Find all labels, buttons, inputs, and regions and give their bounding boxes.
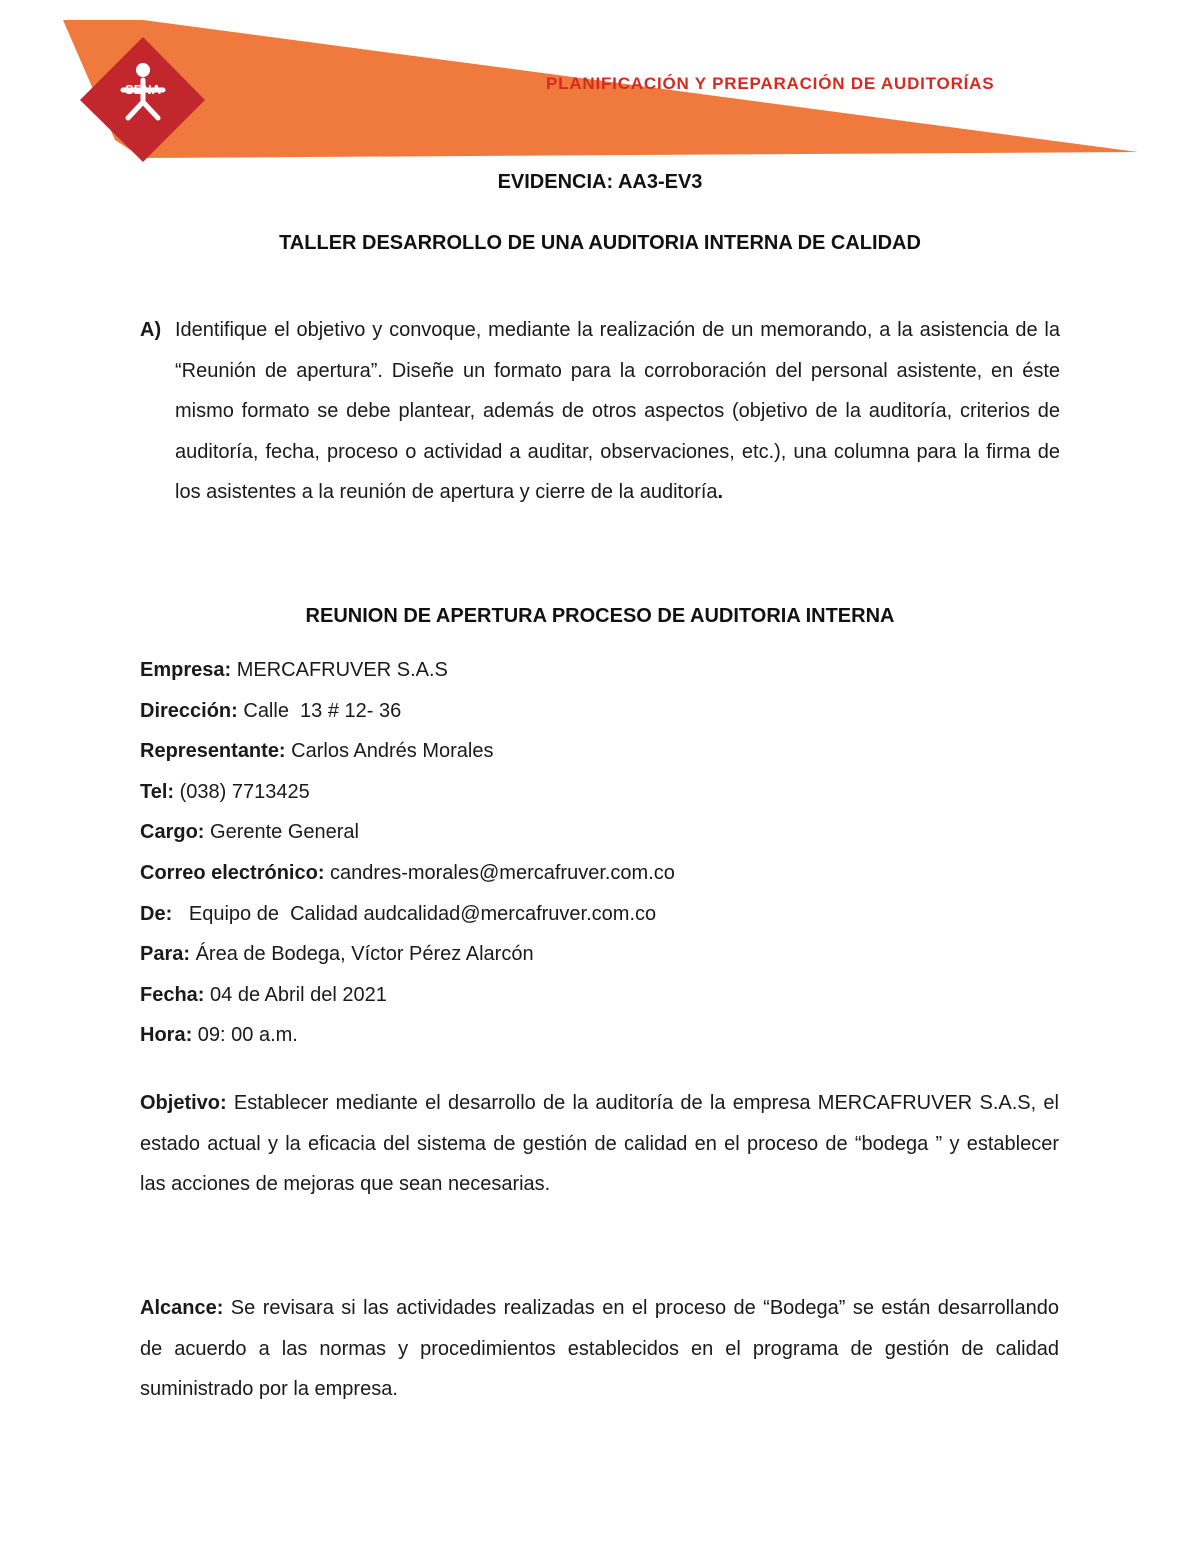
field-label: Correo electrónico:	[140, 861, 325, 884]
header-title: PLANIFICACIÓN Y PREPARACIÓN DE AUDITORÍAS	[546, 74, 995, 93]
meeting-title: REUNION DE APERTURA PROCESO DE AUDITORIA INTERNA	[305, 605, 895, 627]
field-cargo	[140, 812, 675, 853]
field-de	[140, 894, 675, 935]
field-hora	[140, 1015, 675, 1056]
scope-text: Se revisara si las actividades realizadas en el proceso de “Bodega” se están desarrollando de acuerdo a las normas y procedimientos establecidos en el programa de gestión de calidad suministrado por la empresa.	[140, 1297, 1059, 1401]
field-label: Tel:	[140, 780, 175, 803]
field-label: Dirección:	[140, 699, 238, 722]
field-value: 09: 00 a.m.	[192, 1024, 298, 1047]
field-value: Carlos Andrés Morales	[285, 740, 494, 763]
field-value: Gerente General	[204, 821, 359, 844]
field-tel	[140, 772, 675, 813]
meeting-fields	[140, 650, 675, 1056]
section-a	[140, 310, 1060, 513]
field-fecha	[140, 975, 675, 1016]
section-marker: A)	[140, 319, 162, 341]
objective-paragraph	[140, 1083, 1059, 1205]
field-para	[140, 934, 675, 975]
field-correo	[140, 853, 675, 894]
scope-paragraph	[140, 1288, 1059, 1410]
field-label: Para:	[140, 943, 191, 966]
field-direccion	[140, 691, 675, 732]
field-label: Empresa:	[140, 659, 232, 681]
field-label: De:	[140, 902, 173, 925]
field-label: Fecha:	[140, 983, 205, 1006]
field-value: Equipo de Calidad audcalidad@mercafruver.com.co	[172, 902, 657, 925]
evidence-title: EVIDENCIA: AA3-EV3	[497, 171, 703, 193]
section-a-body: Identifique el objetivo y convoque, mediante la realización de un memorando, a la asistencia de la “Reunión de apertura”. Diseñe un formato para la corroboración del personal asistente, en éste mismo formato se debe plantear, además de otros aspectos (objetivo de la auditoría, criterios de auditoría, fecha, proceso o actividad a auditar, observaciones, etc.), una columna para la firma de los asistentes a la reunión de apertura y cierre de la auditoría	[175, 319, 1060, 504]
scope-label: Alcance:	[140, 1297, 224, 1319]
objective-text: Establecer mediante el desarrollo de la auditoría de la empresa MERCAFRUVER S.A.S, el estado actual y la eficacia del sistema de gestión de calidad en el proceso de “bodega ” y establecer las acciones de mejoras que sean necesarias.	[140, 1092, 1059, 1196]
field-label: Hora:	[140, 1024, 193, 1047]
field-value: Área de Bodega, Víctor Pérez Alarcón	[190, 943, 534, 966]
section-a-text	[175, 310, 1060, 513]
field-representante	[140, 731, 675, 772]
field-value: candres-morales@mercafruver.com.co	[324, 861, 675, 884]
section-a-end: .	[717, 481, 724, 504]
field-value: (038) 7713425	[174, 780, 310, 803]
field-empresa	[140, 650, 675, 691]
objective-label: Objetivo:	[140, 1092, 227, 1114]
field-value: 04 de Abril del 2021	[204, 983, 387, 1006]
field-label: Representante:	[140, 740, 286, 763]
sena-logo-text: SENA	[124, 82, 162, 97]
field-value: MERCAFRUVER S.A.S	[231, 659, 448, 681]
workshop-title: TALLER DESARROLLO DE UNA AUDITORIA INTERNA DE CALIDAD	[279, 232, 921, 254]
field-value: Calle 13 # 12- 36	[237, 699, 402, 722]
field-label: Cargo:	[140, 821, 205, 844]
